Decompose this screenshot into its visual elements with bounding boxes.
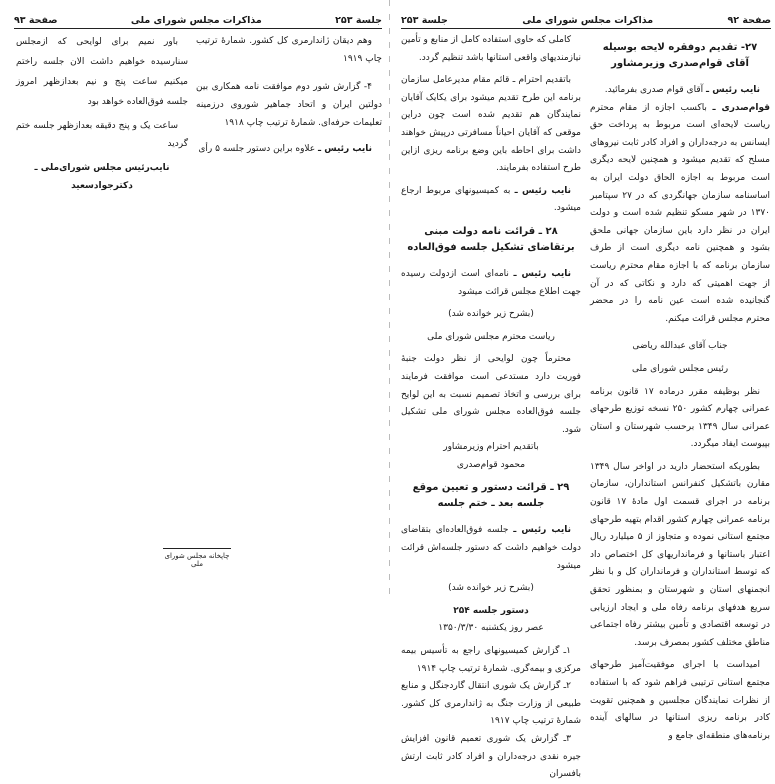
page-header <box>401 10 771 29</box>
section-heading-27: ۲۷- تقدیم دوفقره لایحه بوسیله آقای قوام‌صدری وزیرمشاور <box>602 42 758 69</box>
speech-text: باکسب اجازه از مقام محترم ریاست لایحه‌ای است مربوط به پرداخت حق ایسانس به درجه‌داران و افراد کادر ثابت نیروهای مسلح که تقدیم میشود و همچنین لایحه دیگری است مربوط به اجازه الحاق دولت ایران به اساسنامه سازمان جهانگردی که در ۲۷ سپتامبر ۱۳۷۰ در شهر مسکو تنظیم شده است و دولت ایران در نظر دارد باین سازمان جهانی ملحق بشود و همچنین نامه دیگری است از طرف سازمان برنامه که با اجازه مقام محترم ریاست از جهت اهمیتی که دارد و نکاتی که در آن گنجانیده شده است عین نامه را در محضر محترم مجلس قرائت میکنم. <box>590 102 770 324</box>
paragraph <box>401 266 581 301</box>
letter-signer: محمود قوام‌صدری <box>456 459 526 470</box>
paragraph: بطوریکه استحضار دارید در اواخر سال ۱۳۴۹ مقارن باتشکیل کنفرانس استانداران، سازمان برنامه در اجرای قسمت اول مادهٔ ۱۷ قانون برنامه عمرانی چهارم کشور اقدام بتهیه طرحهای مجتمع استانی نموده و متجاوز از ۵ میلیارد ریال اعتبار باستانها و فرمانداریهای کل اختصاص داد که توسط استانداران و فرمانداران کل و با نظر انجمنهای استان و شهرستان و بمنظور تحقق سریع هدفهای برنامه رفاه ملی و ایجاد ارزیابی در توسعه اقتصادی و تأمین بیشتر رفاه اجتماعی مناطق مختلف کشور بمصرف برسد. <box>590 461 770 648</box>
paragraph: ساعت یک و پنج دقیقه بعدازظهر جلسه ختم گردید <box>16 121 188 149</box>
letter-addressee-title: رئیس مجلس شورای ملی <box>631 363 729 374</box>
left-column <box>16 32 188 200</box>
paragraph <box>590 82 770 100</box>
agenda-item: ۲ـ گزارش یک شوری انتقال گاردجنگل و منابع طبیعی از وزارت جنگ به ژاندارمری کل کشور. شمارهٔ ترتیب چاپ ۱۹۱۷ <box>401 681 581 727</box>
agenda-date: عصر روز یکشنبه ۱۳۵۰/۳/۳۰ <box>438 623 544 634</box>
speech-text: علاوه براین دستور جلسه ۵ رأی <box>198 144 316 154</box>
paragraph: امیداست با اجرای موفقیت‌آمیز طرحهای مجتمع استانی ترتیبی فراهم شود که با استفاده از نظرات نمایندگان مجلسین و همچنین تقویت کادر برنامه ریزی استانها در سالهای آینده برنامه‌های منطقه‌ای جامع و <box>590 660 770 741</box>
paragraph <box>590 100 770 329</box>
read-note: (بشرح زیر خوانده شد) <box>448 309 534 320</box>
speaker: نایب رئیس ـ <box>514 185 571 196</box>
speaker: نایب رئیس ـ <box>318 144 372 154</box>
agenda-title: دستور جلسه ۲۵۴ <box>453 605 529 616</box>
page-number: صفحة ۹۳ <box>14 15 58 26</box>
speech-text: جلسه فوق‌العاده‌ای بتقاضای دولت خواهیم داشت که دستور جلسه‌اش قرائت میشود <box>401 525 581 571</box>
agenda-item: ۳ـ گزارش یک شوری تعمیم قانون افزایش جیره نقدی درجه‌داران و افراد کادر ثابت ارتش بافسران <box>401 734 581 780</box>
speaker: نایب رئیس ـ <box>513 268 571 279</box>
right-column <box>196 32 382 163</box>
page-header <box>14 10 382 29</box>
letter-body: محترماً چون لوایحی از نظر دولت جنبهٔ فوریت دارد مستدعی است موافقت فرمایند برای بررسی و اتخاذ تصمیم نسبت به این لوایح جلسه فوق‌العاده مجلس شورای ملی تشکیل شود. <box>401 354 581 435</box>
left-page <box>0 0 388 600</box>
left-column <box>401 32 581 784</box>
paragraph <box>196 140 382 158</box>
page-number: صفحة ۹۲ <box>727 15 771 26</box>
paragraph: وهم دیقان ژاندارمری کل کشور. شمارهٔ ترتیب چاپ ۱۹۱۹ <box>196 36 382 64</box>
signature: نایب‌رئیس مجلس شورای‌ملی ـ دکترجوادسعید <box>34 163 170 191</box>
speech-text: آقای قوام صدری بفرمائید. <box>604 85 704 95</box>
speech-text: نامه‌ای است ازدولت رسیده جهت اطلاع مجلس قرائت میشود <box>401 268 581 297</box>
letter-addressee: ریاست محترم مجلس شورای ملی <box>427 331 555 342</box>
right-column <box>590 32 770 750</box>
speaker: نایب رئیس ـ <box>513 525 571 536</box>
section-heading-28: ۲۸ ـ قرائت نامه دولت مبنی برتقاضای تشکیل جلسه فوق‌العاده <box>407 225 575 253</box>
paragraph <box>401 522 581 575</box>
paragraph: ۴- گزارش شور دوم موافقت نامه همکاری بین دولتین ایران و اتحاد جماهیر شوروی درزمینه تعلیمات حرفه‌ای. شمارهٔ ترتیب چاپ ۱۹۱۸ <box>196 82 382 128</box>
printer-footer: چاپخانه مجلس شورای ملی <box>163 548 231 568</box>
paragraph: کاملی که حاوی استفاده کامل از منابع و تأمین نیازمندیهای واقعی استانها باشد تنظیم گردد. <box>401 35 581 63</box>
letter-closing: باتقدیم احترام وزیرمشاور <box>443 442 539 453</box>
speaker: قوام‌صدری ـ <box>712 102 770 113</box>
session-number: جلسة ۲۵۳ <box>335 15 382 26</box>
speech-text: به کمیسیونهای مربوط ارجاع میشود. <box>401 185 581 214</box>
speaker: نایب رئیس ـ <box>706 85 760 95</box>
section-heading-29: ۲۹ ـ قرائت دستور و تعیین موقع جلسه بعد ـ ختم جلسه <box>412 482 570 510</box>
right-page <box>393 0 775 780</box>
session-number: جلسة ۲۵۳ <box>401 15 448 26</box>
letter-addressee: جناب آقای عبدالله ریاضی <box>632 341 728 352</box>
read-note: (بشرح زیر خوانده شد) <box>448 583 534 594</box>
paragraph <box>401 183 581 218</box>
running-title: مذاکرات مجلس شورای ملی <box>522 15 654 26</box>
page-gutter <box>389 0 390 600</box>
paragraph: باتقدیم احترام ـ قائم مقام مدیرعامل سازمان برنامه این طرح تقدیم میشود برای یکایک آقایان نمایندگان هم تقدیم شده است چون دراین موقعی که آقایان احیاناً مسافرتی درپیش خواهند داشت برای احاطه باین وضع برنامه ریزی ازاین طرح استفاده بفرمایند. <box>401 75 581 174</box>
running-title: مذاکرات مجلس شورای ملی <box>130 15 262 26</box>
paragraph: نظر بوظیفه مقرر درماده ۱۷ قانون برنامه عمرانی چهارم کشور ۲۵۰ نسخه توزیع طرحهای عمرانی سال ۱۳۴۹ برحسب شهرستان و استان بپیوست ایفاد میگردد. <box>590 386 770 450</box>
paragraph: باور نمیم برای لوایحی که ازمجلس سنارسیده خواهیم داشت الان جلسه راختم میکنیم ساعت پنج و نیم بعدازظهر امروز جلسه فوق‌العاده خواهد بود <box>16 37 188 107</box>
agenda-item: ۱ـ گزارش کمیسیونهای راجع به تأسیس بیمه مرکزی و بیمه‌گری. شمارهٔ ترتیب چاپ ۱۹۱۴ <box>401 646 581 674</box>
